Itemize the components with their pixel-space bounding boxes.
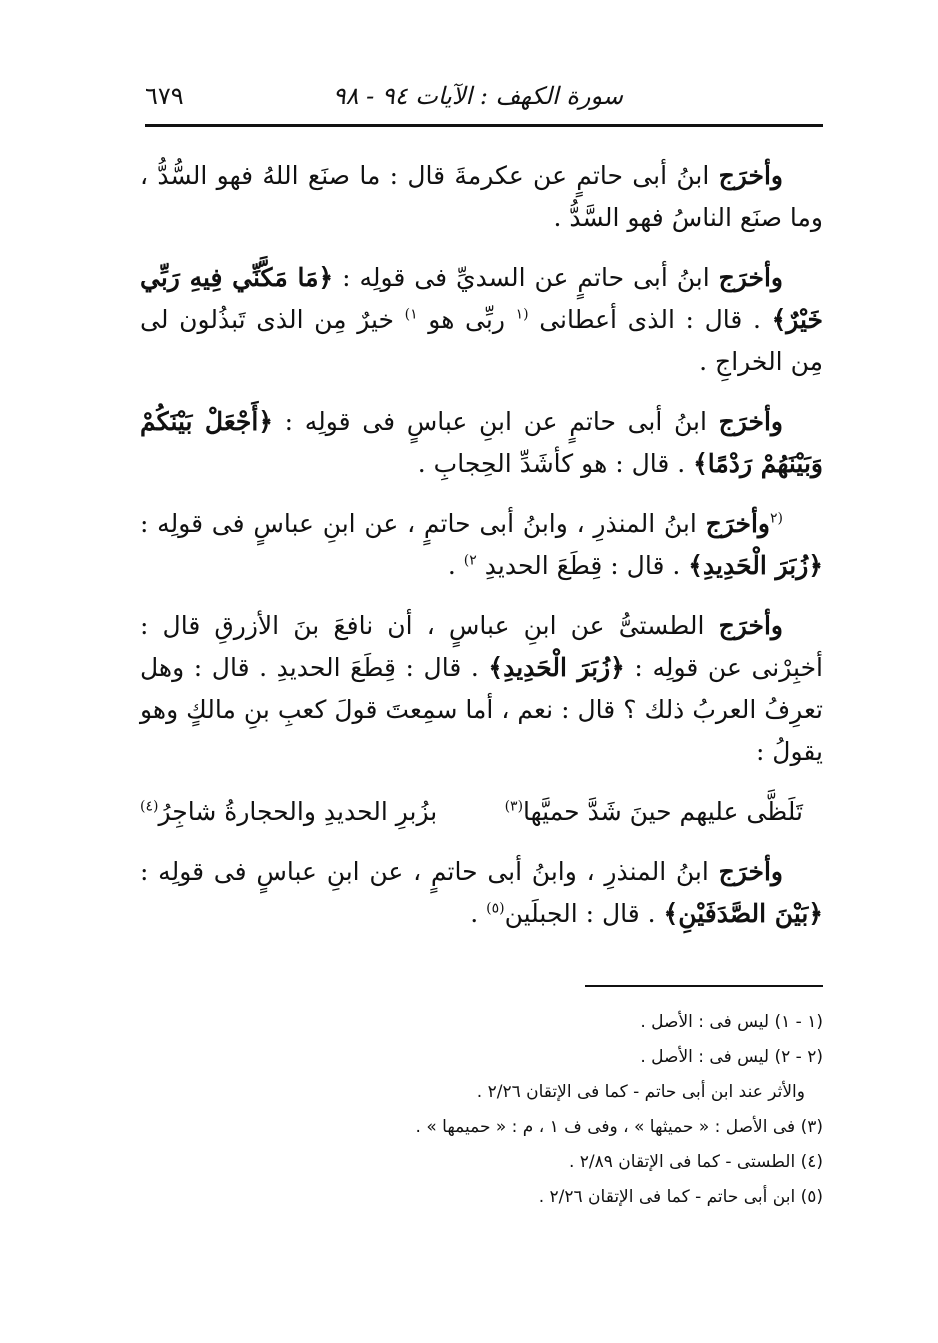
paragraph-text: ابنُ أبى حاتمٍ عن عكرمةَ قال : ما صنَع اللهُ فهو السُّدُّ ، وما صنَع الناسُ فهو السَّدُّ . <box>140 161 823 232</box>
quran-open-bracket: ﴿ <box>808 899 823 928</box>
paragraph-lead: وأخرَج <box>718 611 783 640</box>
paragraph-lead: وأخرَج <box>718 857 783 886</box>
quran-close-bracket: ﴾ <box>688 551 703 580</box>
paragraph-text: ابنُ المنذرِ ، وابنُ أبى حاتمٍ ، عن ابنِ عباسٍ فى قولِه : <box>140 857 719 886</box>
paragraph-text: خيرٌ مِن الذى تَبذُلون لى مِن الخراجِ . <box>140 305 823 376</box>
paragraph-lead: وأخرَج <box>718 161 783 190</box>
footnote-item: (٤) الطستى - كما فى الإتقان ٢/٨٩ . <box>568 1152 823 1172</box>
paragraph-text: . <box>447 551 464 580</box>
paragraph-3 <box>140 401 823 485</box>
footnote-item: (٣) فى الأصل : « حميثها » ، وفى ف ١ ، م : « حميمها » . <box>415 1117 823 1137</box>
footnote-mark: (١ <box>515 306 529 323</box>
paragraph-4 <box>140 503 823 587</box>
paragraph-text: ابنُ أبى حاتمٍ عن ابنِ عباسٍ فى قولِه : <box>272 407 719 436</box>
paragraph-5 <box>140 605 823 773</box>
paragraph-text: الطستىُّ عن ابنِ عباسٍ ، أن نافعَ بنَ الأزرقِ قال : أخبِرْنى عن قولِه : <box>140 611 823 682</box>
paragraph-lead: وأخرَج <box>718 263 783 292</box>
footnote-mark: (٤) <box>140 798 159 815</box>
paragraph-lead: وأخرَج <box>705 509 770 538</box>
paragraph-text: . قال : هو كأشَدِّ الحِجابِ . <box>417 449 694 478</box>
paragraph-6 <box>140 851 823 935</box>
paragraph-lead: وأخرَج <box>718 407 783 436</box>
quran-quote: مَا مَكَّنِّي فِيهِ رَبِّي خَيْرٌ <box>140 263 824 334</box>
footnote-mark: (٣) <box>504 798 524 815</box>
quran-quote: بَيْنَ الصَّدَفَيْنِ <box>678 899 809 928</box>
paragraph-text: . قال : قِطَعَ الحديدِ . قال : وهل تعرِفُ العربُ ذلك ؟ قال : نعم ، أما سمِعتَ قولَ كعبِ بنِ مالكٍ وهو يقولُ : <box>140 653 823 766</box>
quran-close-bracket: ﴾ <box>693 449 708 478</box>
hemistich-text: بزُبرِ الحديدِ والحجارةُ شاجِرُ <box>158 797 438 826</box>
running-title: سورة الكهف : الآيات ٩٤ - ٩٨ <box>332 82 623 110</box>
footnote-mark: ١) <box>404 306 418 323</box>
verse-second-hemistich <box>140 791 437 833</box>
quran-open-bracket: ﴿ <box>258 407 273 436</box>
header-rule <box>145 124 823 127</box>
hemistich-text: تَلَظَّى عليهم حينَ شَدَّ حميَّها <box>523 797 803 826</box>
footnotes <box>300 1005 823 1215</box>
paragraph-text: . قال : الذى أعطانى <box>528 305 772 334</box>
paragraph-2 <box>140 257 823 383</box>
footnote-mark: (٥) <box>486 900 505 917</box>
footnote-item: والأثر عند ابن أبى حاتم - كما فى الإتقان ٢/٢٦ . <box>476 1082 805 1102</box>
quran-quote: زُبَرَ الْحَدِيدِ <box>503 653 611 682</box>
footnote-item: (٥) ابن أبى حاتم - كما فى الإتقان ٢/٢٦ . <box>538 1187 823 1207</box>
quran-open-bracket: ﴿ <box>318 263 334 292</box>
quran-open-bracket: ﴿ <box>808 551 823 580</box>
footnote-item: (١ - ١) ليس فى : الأصل . <box>640 1012 823 1032</box>
main-text <box>140 155 823 953</box>
quran-close-bracket: ﴾ <box>663 899 679 928</box>
page-number: ٦٧٩ <box>145 82 184 110</box>
quran-open-bracket: ﴿ <box>610 653 625 682</box>
footnote-rule <box>585 985 823 987</box>
quran-close-bracket: ﴾ <box>488 653 504 682</box>
paragraph-text: . <box>470 899 487 928</box>
quran-quote: زُبَرَ الْحَدِيدِ <box>702 551 809 580</box>
footnote-mark: ٢) <box>463 552 477 569</box>
paragraph-1 <box>140 155 823 239</box>
page-header <box>145 82 823 122</box>
paragraph-text: ابنُ المنذرِ ، وابنُ أبى حاتمٍ ، عن ابنِ عباسٍ فى قولِه : <box>140 509 706 538</box>
footnote-item: (٢ - ٢) ليس فى : الأصل . <box>640 1047 823 1067</box>
verse-first-hemistich <box>505 791 803 833</box>
quran-quote: أَجْعَلْ بَيْنَكُمْ وَبَيْنَهُمْ رَدْمًا <box>140 407 823 478</box>
quran-close-bracket: ﴾ <box>771 305 787 334</box>
paragraph-text: . قال : الجبلَين <box>504 899 664 928</box>
paragraph-text: . قال : قِطَعَ الحديدِ <box>476 551 689 580</box>
paragraph-text: ابنُ أبى حاتمٍ عن السديِّ فى قولِه : <box>333 263 719 292</box>
footnote-mark: (٢ <box>770 510 783 527</box>
poetry-verse <box>140 791 823 833</box>
paragraph-text: ربِّى هو <box>417 305 516 334</box>
